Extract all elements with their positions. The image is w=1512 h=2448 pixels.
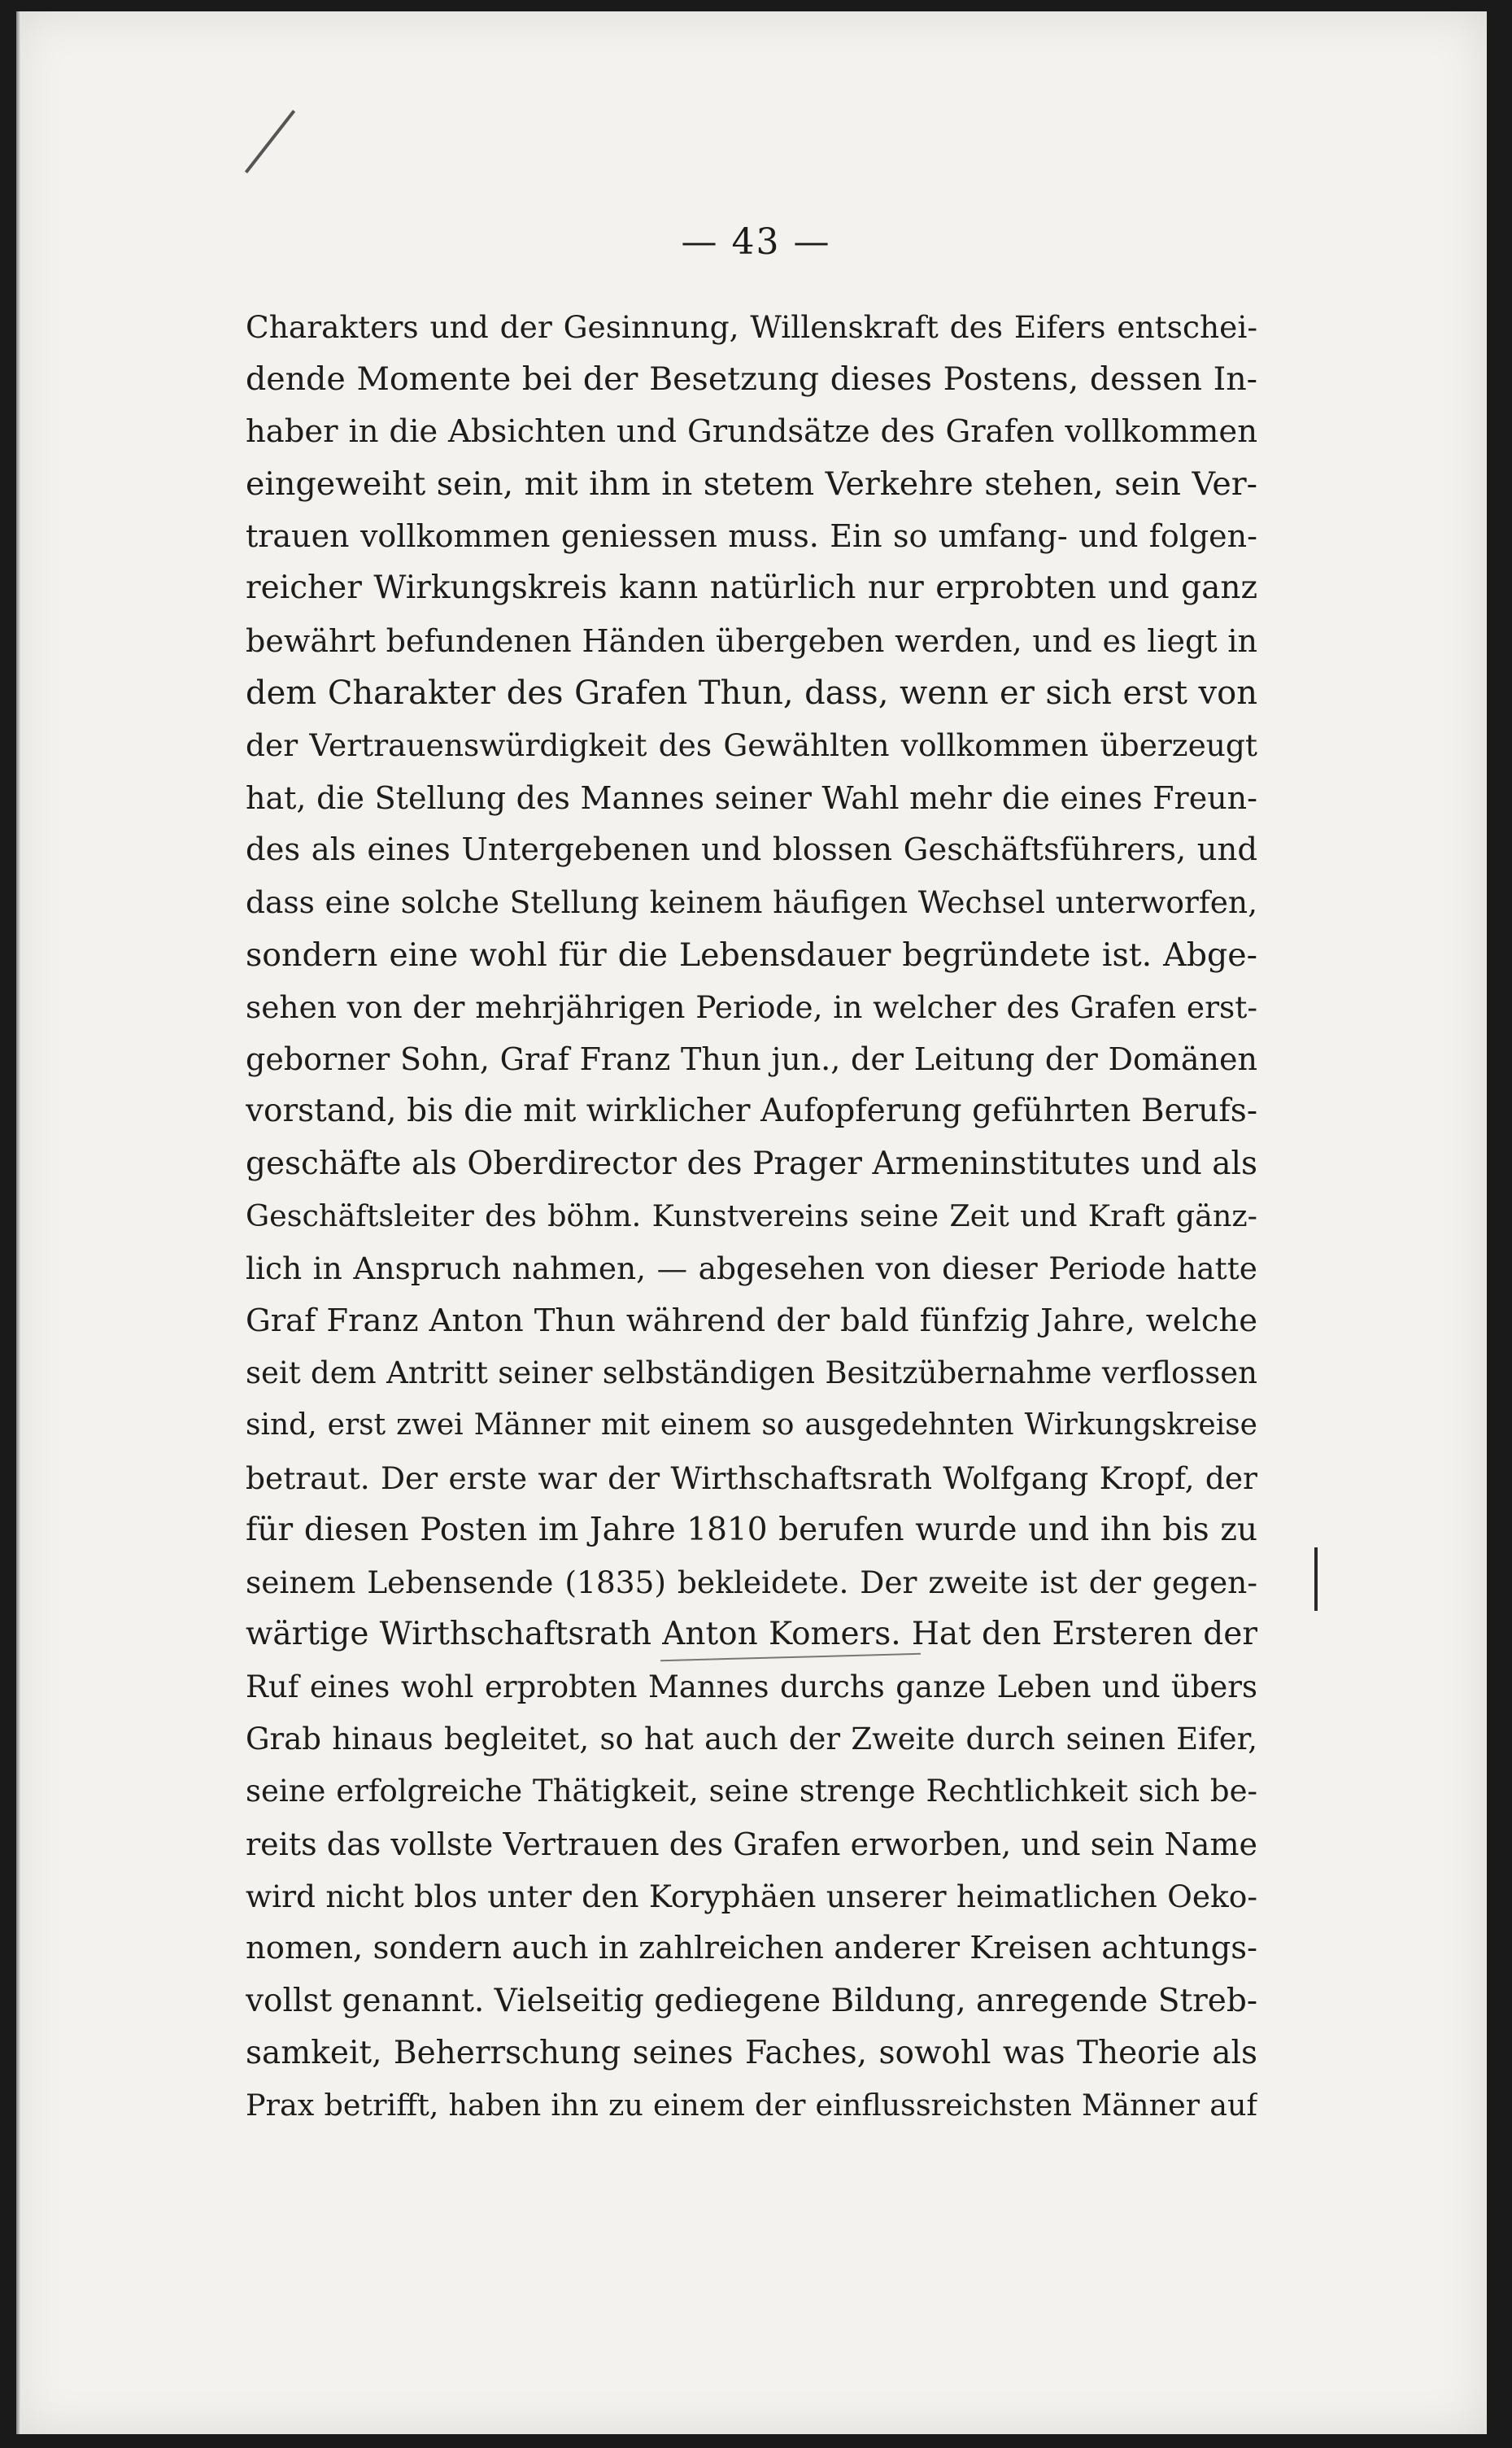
text-line: haber in die Absichten und Grundsätze des Grafen vollkommen — [246, 412, 1257, 450]
text-line: samkeit, Beherrschung seines Faches, sowohl was Theorie als — [246, 2034, 1257, 2071]
text-line: seit dem Antritt seiner selbständigen Besitzübernahme verflossen — [246, 1355, 1257, 1390]
text-line: des als eines Untergebenen und blossen Geschäftsführers, und — [246, 831, 1257, 868]
text-line: hat, die Stellung des Mannes seiner Wahl mehr die eines Freun- — [246, 779, 1257, 816]
body-text — [246, 301, 1257, 2132]
page-number: — 43 — — [681, 221, 831, 263]
text-line: reicher Wirkungskreis kann natürlich nur erprobten und ganz — [246, 569, 1257, 607]
text-line: Geschäftsleiter des böhm. Kunstvereins seine Zeit und Kraft gänz- — [246, 1198, 1257, 1234]
text-line: seinem Lebensende (1835) bekleidete. Der zweite ist der gegen- — [246, 1564, 1257, 1601]
text-line: dende Momente bei der Besetzung dieses Postens, dessen In- — [246, 360, 1257, 399]
text-line: für diesen Posten im Jahre 1810 berufen wurde und ihn bis zu — [246, 1511, 1257, 1548]
text-line: eingeweiht sein, mit ihm in stetem Verkehre stehen, sein Ver- — [246, 465, 1257, 503]
text-line: sehen von der mehrjährigen Periode, in welcher des Grafen erst- — [246, 988, 1257, 1025]
text-line: Charakters und der Gesinnung, Willenskraft des Eifers entschei- — [246, 309, 1257, 345]
text-line: nomen, sondern auch in zahlreichen anderer Kreisen achtungs- — [246, 1930, 1257, 1967]
text-line: sondern eine wohl für die Lebensdauer begründete ist. Abge- — [246, 936, 1257, 974]
text-line: geborner Sohn, Graf Franz Thun jun., der Leitung der Domänen — [246, 1041, 1257, 1078]
text-line: Grab hinaus begleitet, so hat auch der Zweite durch seinen Eifer, — [246, 1721, 1257, 1757]
text-line: lich in Anspruch nahmen, — abgesehen von dieser Periode hatte — [246, 1250, 1257, 1287]
text-line: betraut. Der erste war der Wirthschaftsrath Wolfgang Kropf, der — [246, 1460, 1257, 1496]
text-line: wird nicht blos unter den Koryphäen unserer heimatlichen Oeko- — [246, 1878, 1257, 1914]
text-line: Prax betrifft, haben ihn zu einem der einflussreichsten Männer auf — [246, 2088, 1257, 2123]
text-line: vollst genannt. Vielseitig gediegene Bildung, anregende Streb- — [246, 1982, 1257, 2019]
text-line: reits das vollste Vertrauen des Grafen erworben, und sein Name — [246, 1826, 1257, 1862]
text-line: wärtige Wirthschaftsrath Anton Komers. Hat den Ersteren der — [246, 1616, 1257, 1653]
text-line: Ruf eines wohl erprobten Mannes durchs ganze Leben und übers — [246, 1669, 1257, 1704]
text-line: Graf Franz Anton Thun während der bald fünfzig Jahre, welche — [246, 1302, 1257, 1339]
text-line: seine erfolgreiche Thätigkeit, seine strenge Rechtlichkeit sich be- — [246, 1774, 1257, 1809]
margin-mark — [1314, 1547, 1318, 1611]
text-line: bewährt befundenen Händen übergeben werden, und es liegt in — [246, 622, 1257, 659]
text-line: dass eine solche Stellung keinem häufigen Wechsel unterworfen, — [246, 884, 1257, 921]
text-line: dem Charakter des Grafen Thun, dass, wenn er sich erst von — [246, 674, 1257, 713]
text-line: geschäfte als Oberdirector des Prager Armeninstitutes und als — [246, 1145, 1257, 1182]
text-line: sind, erst zwei Männer mit einem so ausgedehnten Wirkungskreise — [246, 1408, 1257, 1442]
page-edge-shadow — [16, 11, 21, 2434]
text-line: trauen vollkommen geniessen muss. Ein so umfang- und folgen- — [246, 518, 1257, 555]
text-line: der Vertrauenswürdigkeit des Gewählten vollkommen überzeugt — [246, 727, 1257, 764]
text-line: vorstand, bis die mit wirklicher Aufopferung geführten Berufs- — [246, 1093, 1257, 1130]
